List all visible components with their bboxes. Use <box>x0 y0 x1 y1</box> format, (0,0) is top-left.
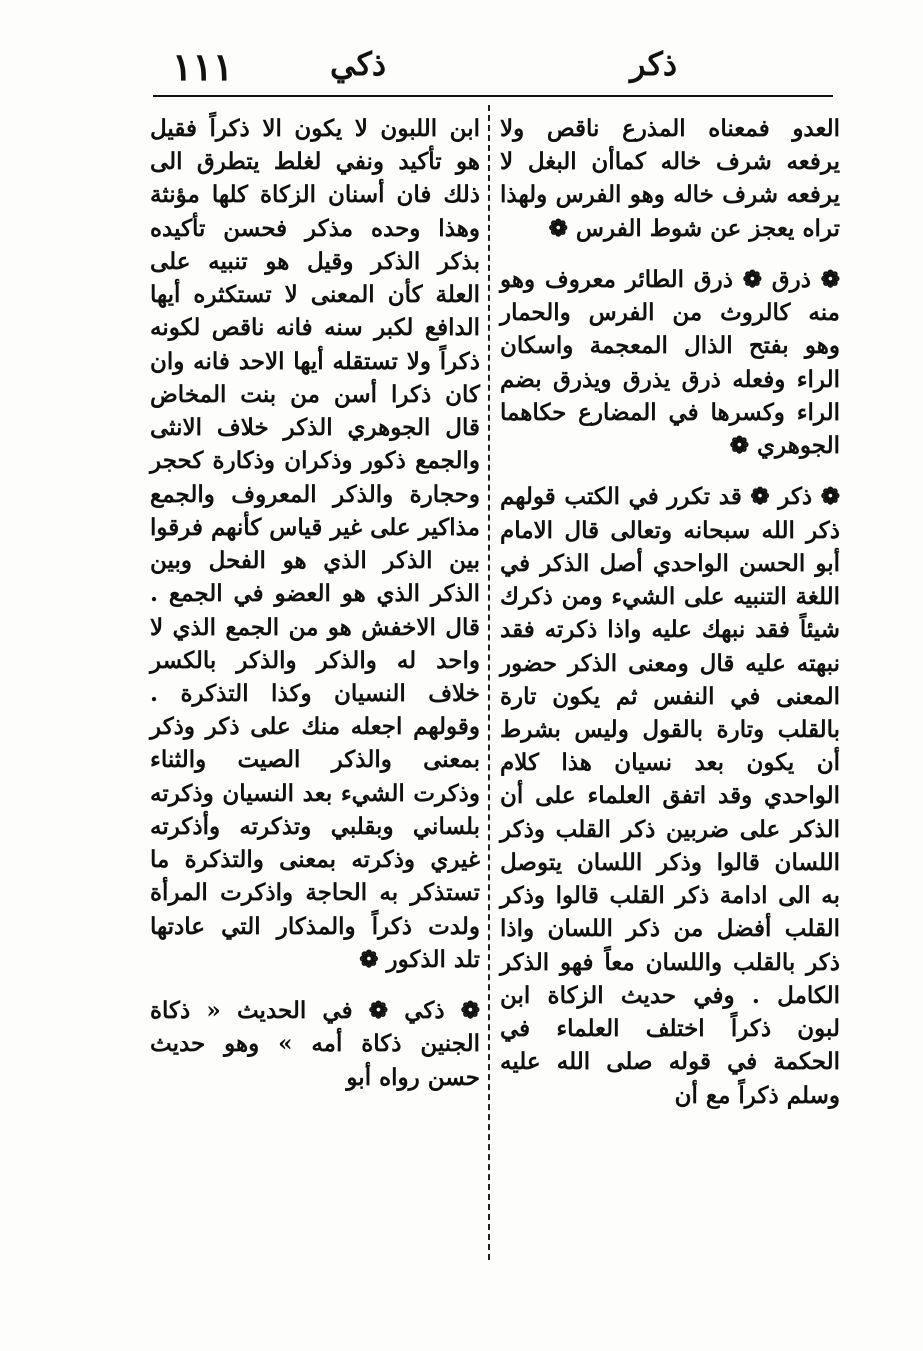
entry-dhakar: ❁ ذكر ❁ قد تكرر في الكتب قولهم ذكر الله سبحانه وتعالى قال الامام أبو الحسن الواحدي أصل الذكر في اللغة التنبيه على الشيء ومن ذكرك شيئاً فقد نبهك عليه واذا ذكرته فقد نبهته عليه قال ومعنى الذكر حضور المعنى في النفس ثم يكون تارة بالقلب وتارة بالقول وليس بشرط أن يكون بعد نسيان هذا كلام الواحدي وقد اتفق العلماء على أن الذكر على ضربين ذكر القلب وذكر اللسان قالوا وذكر اللسان يتوصل به الى ادامة ذكر القلب قالوا وذكر القلب أفضل من ذكر اللسان واذا ذكر بالقلب واللسان معاً فهو الذكر الكامل . وفي حديث الزكاة ابن لبون ذكراً اختلف العلماء في الحكمة في قوله صلى الله عليه وسلم ذكراً مع أن <box>500 483 840 1109</box>
entry-dharaq: ❁ ذرق ❁ ذرق الطائر معروف وهو منه كالروث من الفرس والحمار وهو بفتح الذال المعجمة واسكان الراء وفعله ذرق يذرق ويذرق بضم الراء وكسرها في المضارع حكاهما الجوهري ❁ <box>500 265 840 460</box>
right-column <box>500 112 840 1112</box>
entry-dhaki: ❁ ذكي ❁ في الحديث « ذكاة الجنين ذكاة أمه » وهو حديث حسن رواه أبو <box>150 997 480 1091</box>
header-right-word: ذكر <box>630 45 678 83</box>
entry-dhakar-continued: ابن اللبون لا يكون الا ذكراً فقيل هو تأكيد ونفي لغلط يتطرق الى ذلك فان أسنان الزكاة كلها مؤنثة وهذا وحده مذكر فحسن تأكيده بذكر الذكر وقيل هو تنبيه على العلة كأن المعنى لا تستكثره أيها الدافع لكبر سنه فانه ناقص لكونه ذكراً ولا تستقله أيها الاحد فانه وان كان ذكرا أسن من بنت المخاض قال الجوهري الذكر خلاف الانثى والجمع ذكور وذكران وذكارة كحجر وحجارة والذكر المعروف والجمع مذاكير على غير قياس كأنهم فرقوا بين الذكر الذي هو الفحل وبين الذكر الذي هو العضو في الجمع . قال الاخفش هو من الجمع الذي لا واحد له والذكر والذكر بالكسر خلاف النسيان وكذا التذكرة . وقولهم اجعله منك على ذكر وذكر بمعنى والذكر الصيت والثناء وذكرت الشيء بعد النسيان وذكرته بلساني وبقلبي وتذكرته وأذكرته غيري وذكرته بمعنى والتذكرة ما تستذكر به الحاجة واذكرت المرأة ولدت ذكراً والمذكار التي عادتها تلد الذكور ❁ <box>150 115 480 973</box>
entry-continuation: العدو فمعناه المذرع ناقص ولا يرفعه شرف خاله كماأن البغل لا يرفعه شرف خاله وهو الفرس ولهذا تراه يعجز عن شوط الفرس ❁ <box>500 115 840 242</box>
header-rule <box>153 95 833 97</box>
left-column <box>150 112 480 1094</box>
page-number: ١١١ <box>172 44 234 89</box>
column-divider <box>488 105 491 1260</box>
header-center-word: ذكي <box>330 45 387 83</box>
